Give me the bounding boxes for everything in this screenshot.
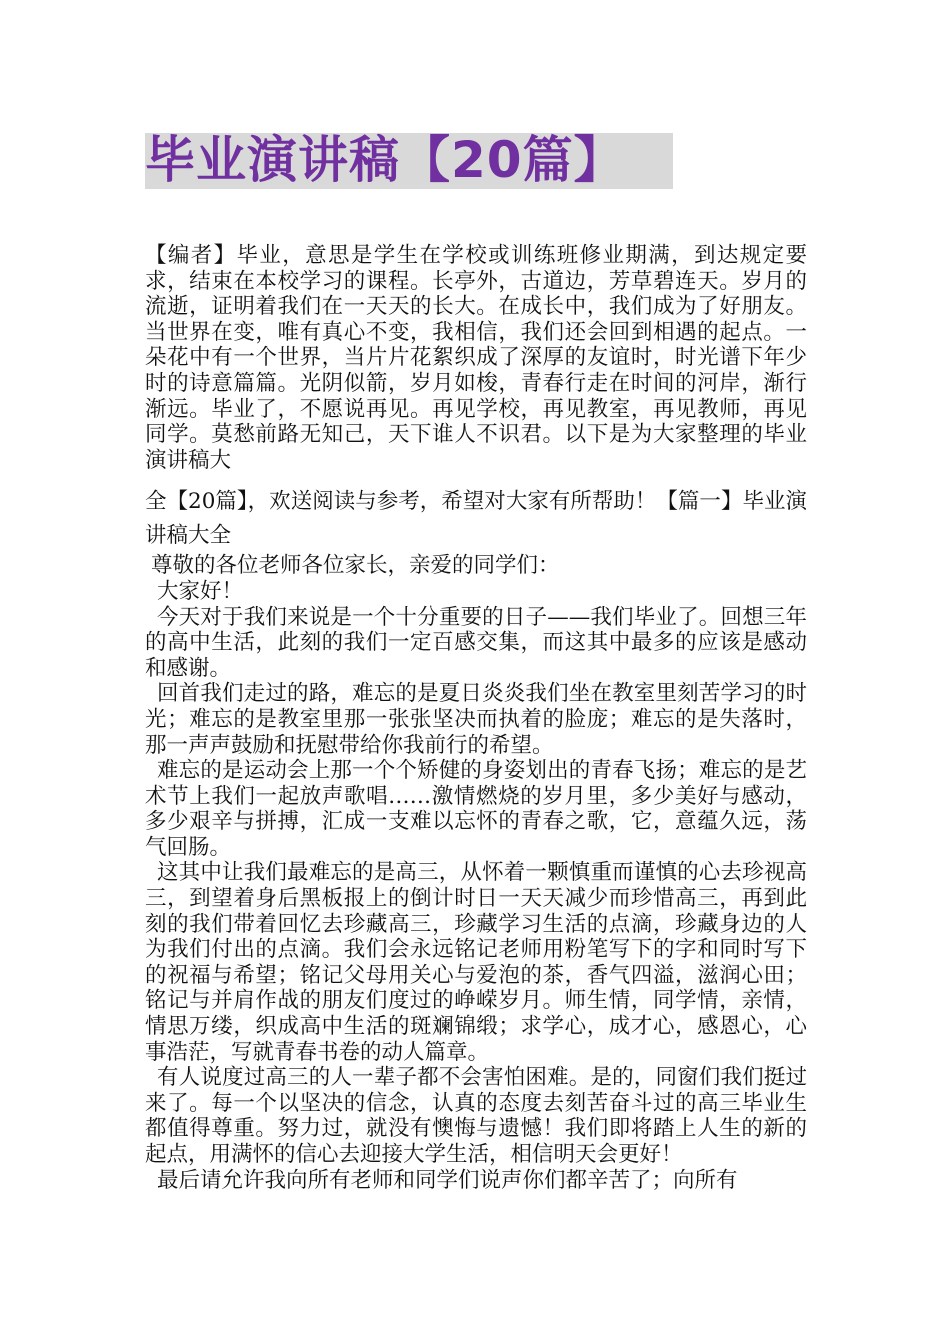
body-paragraph: 回首我们走过的路，难忘的是夏日炎炎我们坐在教室里刻苦学习的时光；难忘的是教室里那一张张坚决而执着的脸庞；难忘的是失落时，那一声声鼓励和抚慰带给你我前行的希望。 (145, 681, 807, 758)
body-paragraph: 最后请允许我向所有老师和同学们说声你们都辛苦了；向所有 (157, 1167, 738, 1193)
document-body (145, 243, 807, 1193)
document-title: 毕业演讲稿【20篇】 (145, 131, 625, 189)
intro-paragraph: 【编者】毕业，意思是学生在学校或训练班修业期满，到达规定要求，结束在本校学习的课程。长亭外，古道边，芳草碧连天。岁月的流逝，证明着我们在一天天的长大。在成长中，我们成为了好朋友。当世界在变，唯有真心不变，我相信，我们还会回到相遇的起点。一朵花中有一个世界，当片片花絮织成了深厚的友谊时，时光谱下年少时的诗意篇篇。光阴似箭，岁月如梭，青春行走在时间的河岸，渐行渐远。毕业了，不愿说再见。再见学校，再见教室，再见教师，再见同学。莫愁前路无知己，天下谁人不识君。以下是为大家整理的毕业演讲稿大 (145, 243, 807, 473)
intro-tail: 全【20篇】，欢送阅读与参考，希望对大家有所帮助！【篇一】毕业演讲稿大全 (145, 489, 807, 549)
body-paragraph: 这其中让我们最难忘的是高三，从怀着一颗慎重而谨慎的心去珍视高三，到望着身后黑板报上的倒计时日一天天减少而珍惜高三，再到此刻的我们带着回忆去珍藏高三，珍藏学习生活的点滴，珍藏身边的人为我们付出的点滴。我们会永远铭记老师用粉笔写下的字和同时写下的祝福与希望；铭记父母用关心与爱泡的茶，香气四溢，滋润心田；铭记与并肩作战的朋友们度过的峥嵘岁月。师生情，同学情，亲情，情思万缕，织成高中生活的斑斓锦缎；求学心，成才心，感恩心，心事浩茫，写就青春书卷的动人篇章。 (145, 860, 807, 1065)
body-paragraph: 难忘的是运动会上那一个个矫健的身姿划出的青春飞扬；难忘的是艺术节上我们一起放声歌唱……激情燃烧的岁月里，多少美好与感动，多少艰辛与拼搏，汇成一支难以忘怀的青春之歌，它，意蕴久远，荡气回肠。 (145, 758, 807, 860)
body-paragraph: 有人说度过高三的人一辈子都不会害怕困难。是的，同窗们我们挺过来了。每一个以坚决的信念，认真的态度去刻苦奋斗过的高三毕业生都值得尊重。努力过，就没有懊悔与遗憾！我们即将踏上人生的新的起点，用满怀的信心去迎接大学生活，相信明天会更好！ (145, 1065, 807, 1167)
body-paragraph: 今天对于我们来说是一个十分重要的日子——我们毕业了。回想三年的高中生活，此刻的我们一定百感交集，而这其中最多的应该是感动和感谢。 (145, 604, 807, 681)
salutation: 尊敬的各位老师各位家长，亲爱的同学们： (151, 553, 560, 579)
greeting: 大家好！ (157, 578, 244, 604)
